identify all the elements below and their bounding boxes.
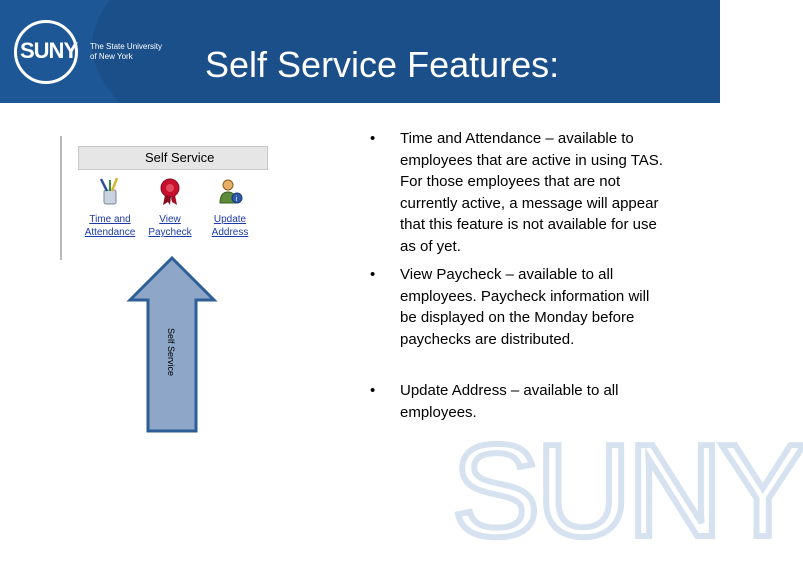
page-title: Self Service Features: [205,44,560,85]
logo-subtitle-line2: of New York [90,52,133,61]
suny-logo-text: SUNY [20,38,78,63]
bullet-update-address [370,380,670,423]
pen-and-cup-icon [95,176,125,206]
self-service-header-label: Self Service [145,150,215,165]
view-paycheck-tile[interactable] [142,176,198,239]
self-service-panel [60,136,270,260]
arrow-label-text: Self Service [166,328,176,377]
tile-label-line1: View [159,214,181,225]
tile-label-line1: Update [213,214,247,225]
suny-logo-subtitle [90,42,170,62]
bullet-symbol: • [370,382,376,399]
view-paycheck-link[interactable] [142,213,198,239]
bullet-text: Update Address – available to all employees. [400,382,619,421]
header-banner [0,0,720,103]
svg-text:i: i [235,196,238,203]
bullet-view-paycheck [370,264,670,350]
tile-label-line2: Address [211,227,249,238]
update-address-link[interactable] [202,213,258,239]
suny-watermark: SUNY [452,417,803,564]
bullet-text: Time and Attendance – available to employees that are active in using TAS. For those employees that are not currently active, a message will appear that this feature is not available for use as of yet. [400,130,663,255]
time-and-attendance-tile[interactable] [82,176,138,239]
tile-label-line2: Paycheck [148,227,192,238]
bullet-symbol: • [370,266,376,283]
bullet-text: View Paycheck – available to all employees. Paycheck information will be displayed on the Monday before paychecks are distributed. [400,266,650,348]
logo-subtitle-line1: The State University [90,42,163,51]
tile-label-line1: Time and [89,214,131,225]
red-seal-icon [155,176,185,206]
bullet-time-and-attendance [370,128,670,257]
bullet-symbol: • [370,130,376,147]
tile-label-line2: Attendance [84,227,136,238]
update-address-tile[interactable] [202,176,258,239]
self-service-header [78,146,268,170]
time-and-attendance-link[interactable] [82,213,138,239]
arrow-label [143,300,197,380]
person-icon [215,176,245,206]
